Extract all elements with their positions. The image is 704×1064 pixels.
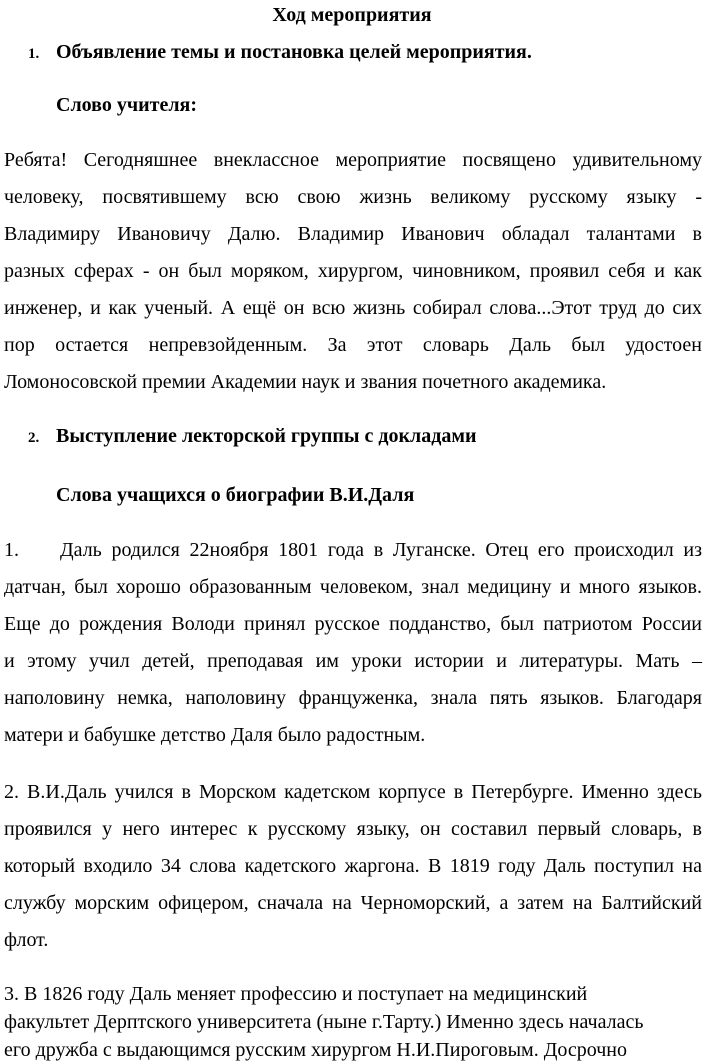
bio3-line: его дружба с выдающимся русским хирургом Н.И.Пироговым. Досрочно — [4, 1039, 627, 1061]
section-2-title: Выступление лекторской группы с докладами — [56, 425, 477, 447]
bio1-line: матери и бабушке детство Даля было радостным. — [4, 724, 426, 746]
teacher-line: Ломоносовской премии Академии наук и звания почетного академика. — [4, 371, 607, 393]
bio-paragraph-2 — [4, 774, 702, 959]
bio1-line-text: Даль родился 22ноября 1801 года в Луганске. Отец его происходил из — [60, 539, 702, 561]
bio1-line: датчан, был хорошо образованным человеком, знал медицину и много языков. — [4, 576, 702, 598]
teacher-line: инженер, и как ученый. А ещё он всю жизнь собирал слова...Этот труд до сих — [4, 297, 702, 319]
section-1-heading — [28, 40, 532, 66]
bio1-number: 1. — [4, 539, 19, 561]
bio-paragraph-1 — [4, 532, 702, 754]
bio3-line: 3. В 1826 году Даль меняет профессию и поступает на медицинский — [4, 983, 588, 1005]
bio1-line: Еще до рождения Володи принял русское подданство, был патриотом России — [4, 613, 702, 635]
bio-paragraph-3 — [4, 980, 702, 1064]
bio3-line: факультет Дерптского университета (ныне г.Тарту.) Именно здесь началась — [4, 1011, 644, 1033]
section-1-title: Объявление темы и постановка целей мероприятия. — [56, 41, 532, 63]
teacher-line: Ребята! Сегодняшнее внеклассное мероприятие посвящено удивительному — [4, 149, 702, 171]
teacher-line: Владимиру Ивановичу Далю. Владимир Иванович обладал талантами в — [4, 223, 702, 245]
teacher-line: человеку, посвятившему всю свою жизнь великому русскому языку - — [4, 186, 702, 208]
bio1-line: и этому учил детей, преподавая им уроки истории и литературы. Мать – — [4, 650, 702, 672]
bio1-line — [4, 532, 702, 569]
teacher-line: разных сферах - он был моряком, хирургом, чиновником, проявил себя и как — [4, 260, 702, 282]
bio2-line: службу морским офицером, сначала на Черноморский, а затем на Балтийский — [4, 892, 702, 914]
bio2-line: проявился у него интерес к русскому языку, он составил первый словарь, в — [4, 818, 702, 840]
students-heading: Слова учащихся о биографии В.И.Даля — [56, 484, 415, 506]
section-1-number: 1. — [28, 46, 40, 62]
bio2-line: флот. — [4, 929, 49, 951]
bio1-line: наполовину немка, наполовину француженка, знала пять языков. Благодаря — [4, 687, 702, 709]
section-2-heading — [28, 424, 477, 450]
bio2-line: который входило 34 слова кадетского жаргона. В 1819 году Даль поступил на — [4, 855, 702, 877]
teacher-heading: Слово учителя: — [56, 94, 198, 116]
teacher-line: пор остается непревзойденным. За этот словарь Даль был удостоен — [4, 334, 702, 356]
teacher-paragraph — [4, 142, 702, 401]
page-title: Ход мероприятия — [272, 4, 432, 26]
bio2-line: 2. В.И.Даль учился в Морском кадетском корпусе в Петербурге. Именно здесь — [4, 781, 702, 803]
section-2-number: 2. — [28, 430, 40, 446]
